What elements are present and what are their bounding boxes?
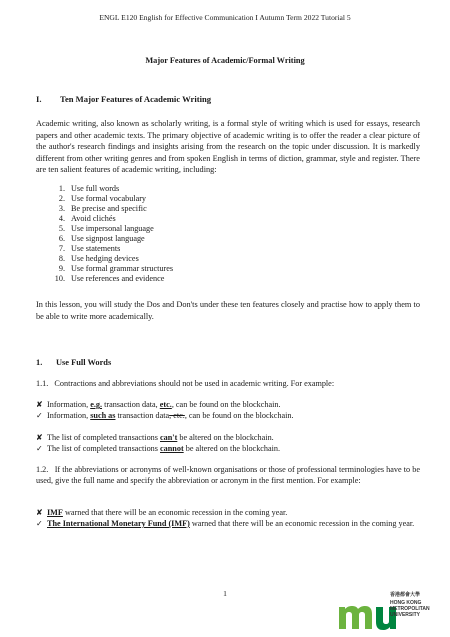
subsection-heading — [36, 358, 111, 367]
list-item: 8. Use hedging devices — [58, 254, 139, 263]
subsection-title: Use Full Words — [56, 358, 112, 367]
list-item: 5. Use impersonal language — [58, 224, 154, 233]
cross-icon: ✘ — [36, 508, 43, 517]
section-number: I. — [36, 94, 42, 104]
document-title: Major Features of Academic/Formal Writing — [145, 56, 305, 65]
logo-text-en: UNIVERSITY — [390, 612, 421, 618]
list-item: 9. Use formal grammar structures — [58, 264, 174, 273]
logo-text-en: METROPOLITAN — [390, 606, 430, 612]
check-icon: ✓ — [36, 519, 43, 528]
example-incorrect: ✘ IMF warned that there will be an economic recession in the coming year. — [36, 508, 288, 517]
subsection-number: 1. — [36, 358, 43, 367]
paragraph-1-2: 1.2. If the abbreviations or acronyms of well-known organisations or those of professional terminologies have to be used, give the full name and specify the abbreviation or acronym in the first mention. For example: — [36, 465, 420, 485]
list-item: 10. Use references and evidence — [54, 274, 165, 283]
page-header: ENGL E120 English for Effective Communication I Autumn Term 2022 Tutorial 5 — [99, 13, 351, 22]
list-item: 2. Use formal vocabulary — [58, 194, 147, 203]
intro-paragraph: Academic writing, also known as scholarly writing, is a formal style of writing which is used for essays, research papers and other academic texts. The primary objective of academic writing is to offer the reader a clear picture of the author's research findings and insights arising from the research on the topic under discussion. It is markedly different from other writing genres and from spoken English in terms of diction, grammar, style and register. There are ten salient features of academic writing, including: — [36, 119, 420, 175]
list-item: 7. Use statements — [58, 244, 121, 253]
features-list — [51, 184, 173, 284]
list-item: 1. Use full words — [58, 184, 120, 193]
section-title: Ten Major Features of Academic Writing — [60, 94, 212, 104]
example-incorrect: ✘ The list of completed transactions can't be altered on the blockchain. — [36, 433, 274, 442]
cross-icon: ✘ — [36, 433, 43, 442]
cross-icon: ✘ — [36, 400, 43, 409]
example-correct: ✓ The list of completed transactions cannot be altered on the blockchain. — [36, 444, 281, 453]
check-icon: ✓ — [36, 411, 43, 420]
section-heading — [36, 94, 211, 104]
logo-text-en: HONG KONG — [390, 600, 422, 606]
example-incorrect: ✘ Information, e.g. transaction data, etc., can be found on the blockchain. — [36, 400, 281, 409]
list-item: 6. Use signpost language — [58, 234, 145, 243]
example-correct: ✓ Information, such as transaction data, etc., can be found on the blockchain. — [36, 411, 294, 420]
list-item: 3. Be precise and specific — [58, 204, 147, 213]
list-item: 4. Avoid clichés — [58, 214, 116, 223]
outro-paragraph: In this lesson, you will study the Dos and Don'ts under these ten features closely and practise how to apply them to be able to write more academically. — [36, 300, 420, 321]
logo-text-zh: 香港都會大學 — [390, 592, 421, 598]
page-number: 1 — [223, 589, 227, 598]
check-icon: ✓ — [36, 444, 43, 453]
paragraph-1-1: 1.1. Contractions and abbreviations should not be used in academic writing. For example: — [36, 379, 335, 388]
example-correct: ✓ The International Monetary Fund (IMF) warned that there will be an economic recession in the coming year. — [36, 519, 415, 528]
